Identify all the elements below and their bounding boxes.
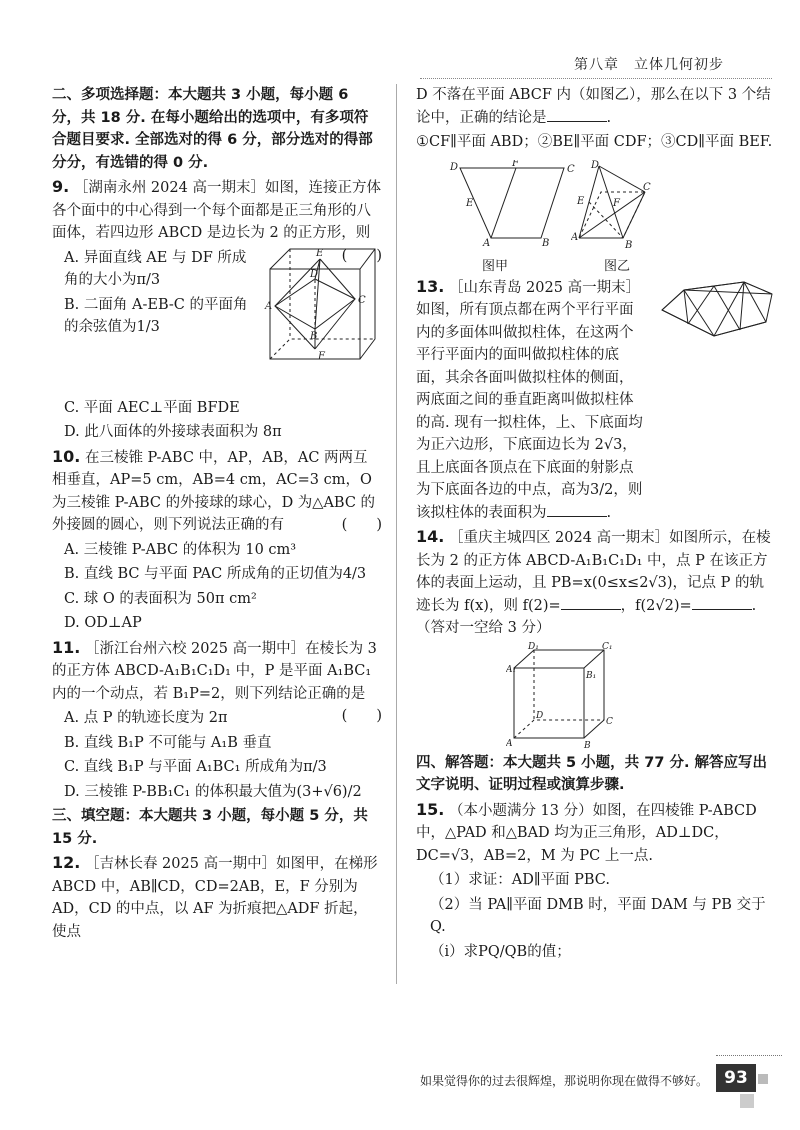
q13-text: ［山东青岛 2025 高一期末］如图，所有顶点都在两个平行平面内的多面体叫做拟柱体，在这两个平行平面内的面叫做拟柱体的底面，其余各面叫做拟柱体的侧面，两底面之间的垂直距离叫做拟柱体的高. 现有一拟柱体，上、下底面均为正六边形，下底面边长为 2√3，且上底面各顶点在下底面的射影点为下底面各边的中点，高为3/2，则该拟柱体的表面积为 <box>416 279 643 521</box>
section-4-heading: 四、解答题：本大题共 5 小题，共 77 分. 解答应写出文字说明、证明过程或演算步骤. <box>416 754 768 793</box>
q9-fig-label-b: B <box>310 330 318 342</box>
q11-option-d: D. 三棱锥 P-BB₁C₁ 的体积最大值为(3+√6)/2 <box>64 783 362 800</box>
q12-end: . <box>606 109 612 126</box>
q15-text: （本小题满分 13 分）如图，在四棱锥 P-ABCD 中，△PAD 和△BAD 均为正三角形，AD⊥DC，DC=√3，AB=2，M 为 PC 上一点. <box>416 802 757 864</box>
prismatoid-figure <box>654 272 784 344</box>
footer-dotted-rule <box>716 1055 782 1056</box>
q12-text: ［吉林长春 2025 高一期中］如图甲，在梯形 ABCD 中，AB∥CD，CD=2AB，E，F 分别为 AD，CD 的中点，以 AF 为折痕把△ADF 折起，使点 <box>52 856 378 940</box>
q14-answer-blank-1[interactable] <box>561 597 621 610</box>
chapter-header: 第八章 立体几何初步 <box>574 57 724 73</box>
q12-continued: D 不落在平面 ABCF 内（如图乙），那么在以下 3 个结论中，正确的结论是 <box>416 87 771 126</box>
q14-fig-label-b: B <box>584 740 591 751</box>
question-9 <box>52 176 382 444</box>
q9-option-c: C. 平面 AEC⊥平面 BFDE <box>64 399 240 416</box>
question-10 <box>52 446 382 635</box>
q15-part-1: （1）求证：AD∥平面 PBC. <box>430 872 610 888</box>
q9-answer-paren: ( ) <box>341 247 382 264</box>
column-divider <box>396 84 397 984</box>
q9-option-b: B. 二面角 A-EB-C 的平面角的余弦值为1/3 <box>64 296 248 335</box>
fig2-caption: 图乙 <box>604 258 631 274</box>
section-3-heading: 三、填空题：本大题共 3 小题，每小题 5 分，共 15 分. <box>52 808 368 847</box>
q14-number: 14. <box>416 527 445 546</box>
q14-answer-blank-2[interactable] <box>692 597 752 610</box>
q13-number: 13. <box>416 276 445 296</box>
fig2-label-a: A <box>571 231 579 243</box>
footer-quote: 如果觉得你的过去很辉煌，那说明你现在做得不够好。 <box>420 1074 709 1088</box>
fig1-label-d: D <box>450 161 459 173</box>
section-2-heading: 二、多项选择题：本大题共 3 小题，每小题 6 分，共 18 分. 在每小题给出的选项中，有多项符合题目要求. 全部选对的得 6 分，部分选对的得部分分，有选错的得 0 分. <box>52 87 373 171</box>
q14-mid: ，f(2√2)= <box>620 597 692 614</box>
page-number: 93 <box>716 1064 756 1092</box>
q10-option-a: A. 三棱锥 P-ABC 的体积为 10 cm³ <box>64 541 297 558</box>
q10-option-d: D. OD⊥AP <box>64 615 142 631</box>
fig2-label-c: C <box>643 181 651 193</box>
q14-text: ［重庆主城四区 2024 高一期末］如图所示，在棱长为 2 的正方体 ABCD-A₁B₁C₁D₁ 中，点 P 在该正方体的表面上运动，且 PB=x(0≤x≤2√3)，记点 P 的轨迹长为 f(x)，则 f(2)= <box>416 530 771 614</box>
footer-decor-square-2 <box>740 1094 754 1108</box>
q14-fig-label-a: A <box>506 738 513 749</box>
trapezoid-figure <box>446 159 579 250</box>
fig1-label-f: F <box>512 159 519 169</box>
fig2-label-d: D <box>591 159 600 171</box>
q14-fig-label-d1: D₁ <box>528 641 539 652</box>
q12-number: 12. <box>52 853 81 872</box>
q11-option-c: C. 直线 B₁P 与平面 A₁BC₁ 所成角为π/3 <box>64 759 327 775</box>
question-11 <box>52 637 382 804</box>
q11-text: ［浙江台州六校 2025 高一期中］在棱长为 3 的正方体 ABCD-A₁B₁C₁D₁ 中，P 是平面 A₁BC₁ 内的一个动点，若 B₁P=2，则下列结论正确的是 <box>52 640 377 702</box>
q9-fig-label-c: C <box>358 294 366 306</box>
q10-number: 10. <box>52 446 81 466</box>
question-13 <box>416 276 776 525</box>
q11-option-a: A. 点 P 的轨迹长度为 2π <box>64 710 228 726</box>
cube-figure <box>506 642 616 752</box>
q15-part-2i: （i）求PQ/QB的值； <box>430 943 571 960</box>
q9-fig-label-e: E <box>316 247 324 259</box>
q10-option-c: C. 球 O 的表面积为 50π cm² <box>64 590 257 607</box>
footer-decor-square <box>758 1074 768 1084</box>
q14-fig-label-c1: C₁ <box>602 641 613 652</box>
fig1-label-c: C <box>567 163 575 175</box>
right-column <box>416 84 776 965</box>
q15-number: 15. <box>416 799 445 819</box>
q11-answer-paren: ( ) <box>341 708 382 724</box>
fig1-label-e: E <box>466 197 474 209</box>
q9-number: 9. <box>52 177 70 196</box>
q10-option-b: B. 直线 BC 与平面 PAC 所成角的正切值为4/3 <box>64 566 367 582</box>
question-14 <box>416 526 776 752</box>
q15-part-2: （2）当 PA∥平面 DMB 时，平面 DAM 与 PB 交于 Q. <box>430 896 766 935</box>
q14-fig-label-a1: A₁ <box>506 664 517 675</box>
q9-text: ［湖南永州 2024 高一期末］如图，连接正方体各个面中的中心得到一个每个面都是正三角形的八面体，若四边形 ABCD 是边长为 2 的正方形，则 <box>52 180 381 241</box>
q10-answer-paren: ( ) <box>341 517 382 533</box>
fig1-caption: 图甲 <box>482 258 509 274</box>
q12-statements: ①CF∥平面 ABD；②BE∥平面 CDF；③CD∥平面 BEF. <box>416 134 773 150</box>
q11-number: 11. <box>52 637 81 657</box>
octahedron-figure <box>260 241 380 369</box>
q13-answer-blank[interactable] <box>547 504 607 517</box>
q13-end: . <box>606 504 612 521</box>
q9-fig-label-f: F <box>318 350 325 362</box>
q9-option-a: A. 异面直线 AE 与 DF 所成角的大小为π/3 <box>64 249 247 288</box>
q12-answer-blank[interactable] <box>547 109 607 122</box>
folded-figure <box>571 160 651 250</box>
q9-fig-label-d: D <box>310 268 319 280</box>
q14-fig-label-d: D <box>536 710 544 721</box>
q12-figures <box>416 156 776 276</box>
header-rule <box>420 78 772 79</box>
left-column <box>52 84 382 945</box>
q14-end: .（答对一空给 3 分） <box>416 597 757 636</box>
q14-fig-label-b1: B₁ <box>586 670 597 681</box>
q14-fig-label-c: C <box>606 716 613 727</box>
question-15 <box>416 799 776 964</box>
q10-text: 在三棱锥 P-ABC 中，AP，AB，AC 两两互相垂直，AP=5 cm，AB=4 cm，AC=3 cm，O 为三棱锥 P-ABC 的外接球的球心，D 为△ABC 的外接圆的圆心，则下列说法正确的有 <box>52 449 376 533</box>
fig1-label-b: B <box>542 237 550 249</box>
fig2-label-b: B <box>625 239 633 250</box>
fig1-label-a: A <box>483 237 491 249</box>
fig2-label-e: E <box>577 195 585 207</box>
q11-option-b: B. 直线 B₁P 不可能与 A₁B 垂直 <box>64 734 272 751</box>
q9-option-d: D. 此八面体的外接球表面积为 8π <box>64 424 282 440</box>
q9-fig-label-a: A <box>265 300 273 312</box>
fig2-label-f: F <box>613 197 620 209</box>
